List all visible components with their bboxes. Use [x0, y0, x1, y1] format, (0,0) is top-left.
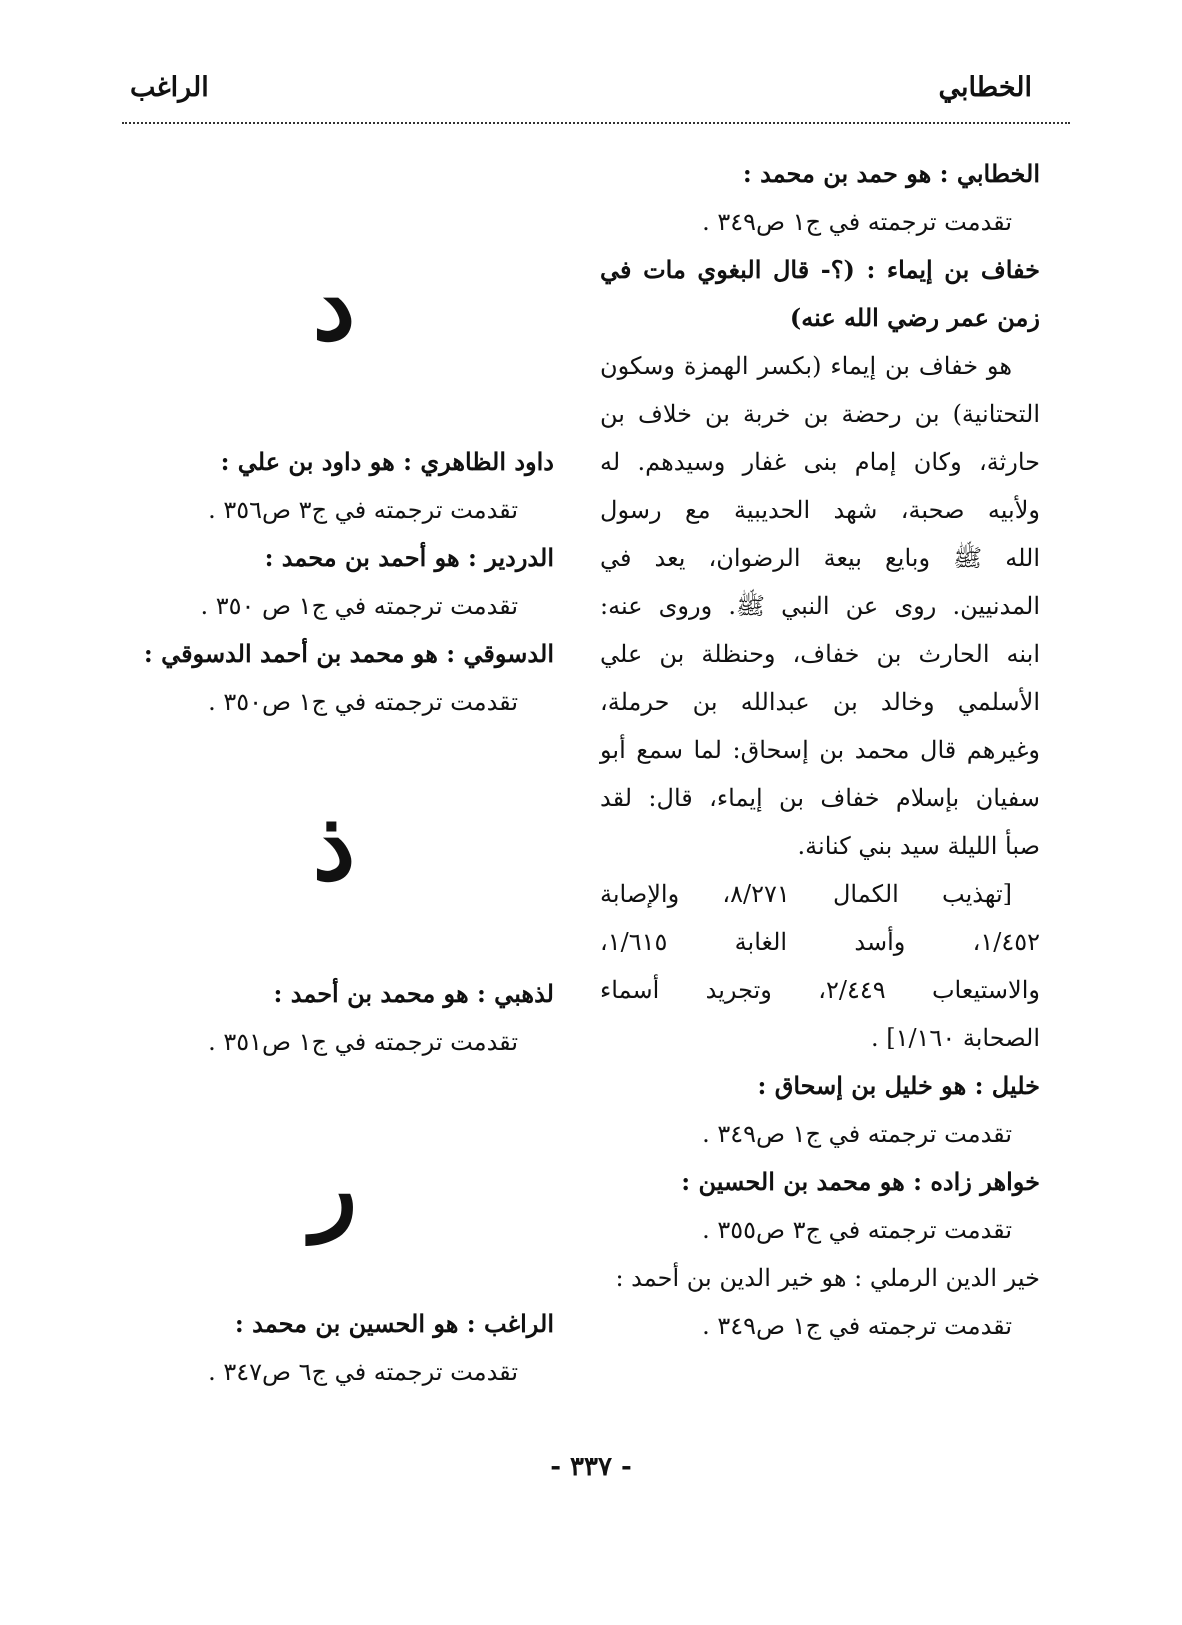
entry-body-line: حارثة، وكان إمام بنى غفار وسيدهم. له — [600, 448, 1040, 476]
entry-heading: الدردير : هو أحمد بن محمد : — [264, 543, 554, 572]
entry-body-line: ولأبيه صحبة، شهد الحديبية مع رسول — [600, 496, 1040, 524]
entry-heading: خواهر زاده : هو محمد بن الحسين : — [681, 1167, 1040, 1196]
entry-body-line: وغيرهم قال محمد بن إسحاق: لما سمع أبو — [600, 736, 1040, 764]
entry-heading: الخطابي : هو حمد بن محمد : — [742, 159, 1040, 188]
entry-body-line: هو خفاف بن إيماء (بكسر الهمزة وسكون — [600, 352, 1012, 380]
right-column — [600, 150, 1040, 1350]
entry-reference: تقدمت ترجمته في ج١ ص٣٥١ . — [208, 1028, 518, 1056]
entry-sources-line: الصحابة ١/١٦٠] . — [870, 1024, 1040, 1052]
left-column — [114, 150, 554, 1396]
page-number: - ٣٣٧ - — [550, 1452, 632, 1482]
entry-reference: تقدمت ترجمته في ج٣ ص٣٥٦ . — [208, 496, 518, 524]
entry-body-line: سفيان بإسلام خفاف بن إيماء، قال: لقد — [600, 784, 1040, 812]
entry-heading: خفاف بن إيماء : (؟- قال البغوي مات في — [600, 255, 1040, 284]
entry-body-line: المدنيين. روى عن النبي ﷺ. وروى عنه: — [600, 592, 1040, 620]
entry-body-line: ابنه الحارث بن خفاف، وحنظلة بن علي — [600, 640, 1040, 668]
section-letter-dhal: ذ — [312, 789, 356, 902]
running-header-right: الخطابي — [938, 72, 1032, 103]
entry-reference: تقدمت ترجمته في ج٣ ص٣٥٥ . — [702, 1216, 1012, 1244]
entry-heading: داود الظاهري : هو داود بن علي : — [220, 447, 554, 476]
entry-heading: زمن عمر رضي الله عنه) — [789, 303, 1040, 332]
entry-reference: تقدمت ترجمته في ج٦ ص٣٤٧ . — [208, 1358, 518, 1386]
entry-sources-line: والاستيعاب ٢/٤٤٩، وتجريد أسماء — [600, 976, 1040, 1004]
entry-sources-line: [تهذيب الكمال ٨/٢٧١، والإصابة — [600, 880, 1012, 908]
entry-heading: خليل : هو خليل بن إسحاق : — [757, 1071, 1040, 1100]
entry-reference: تقدمت ترجمته في ج١ ص٣٤٩ . — [702, 1312, 1012, 1340]
entry-reference: تقدمت ترجمته في ج١ ص٣٥٠ . — [208, 688, 518, 716]
running-header-left: الراغب — [130, 72, 209, 103]
entry-body-line: صبأ الليلة سيد بني كنانة. — [797, 832, 1040, 860]
entry-heading: لذهبي : هو محمد بن أحمد : — [273, 979, 554, 1008]
entry-body-line: الله ﷺ وبايع بيعة الرضوان، يعد في — [600, 544, 1040, 572]
entry-body-line: الأسلمي وخالد بن عبدالله بن حرملة، — [600, 688, 1040, 716]
entry-reference: تقدمت ترجمته في ج١ ص٣٤٩ . — [702, 1120, 1012, 1148]
header-dotted-rule — [122, 122, 1070, 124]
section-letter-dal: د — [312, 249, 356, 362]
entry-sources-line: ١/٤٥٢، وأسد الغابة ١/٦١٥، — [600, 928, 1040, 956]
section-letter-ra: ر — [310, 1131, 358, 1244]
entry-reference: تقدمت ترجمته في ج١ ص ٣٥٠ . — [200, 592, 518, 620]
entry-reference: تقدمت ترجمته في ج١ ص٣٤٩ . — [702, 208, 1012, 236]
entry-heading: الدسوقي : هو محمد بن أحمد الدسوقي : — [143, 639, 554, 668]
entry-heading: خير الدين الرملي : هو خير الدين بن أحمد : — [615, 1264, 1040, 1292]
entry-body-line: التحتانية) بن رحضة بن خربة بن خلاف بن — [600, 400, 1040, 428]
entry-heading: الراغب : هو الحسين بن محمد : — [234, 1309, 554, 1338]
